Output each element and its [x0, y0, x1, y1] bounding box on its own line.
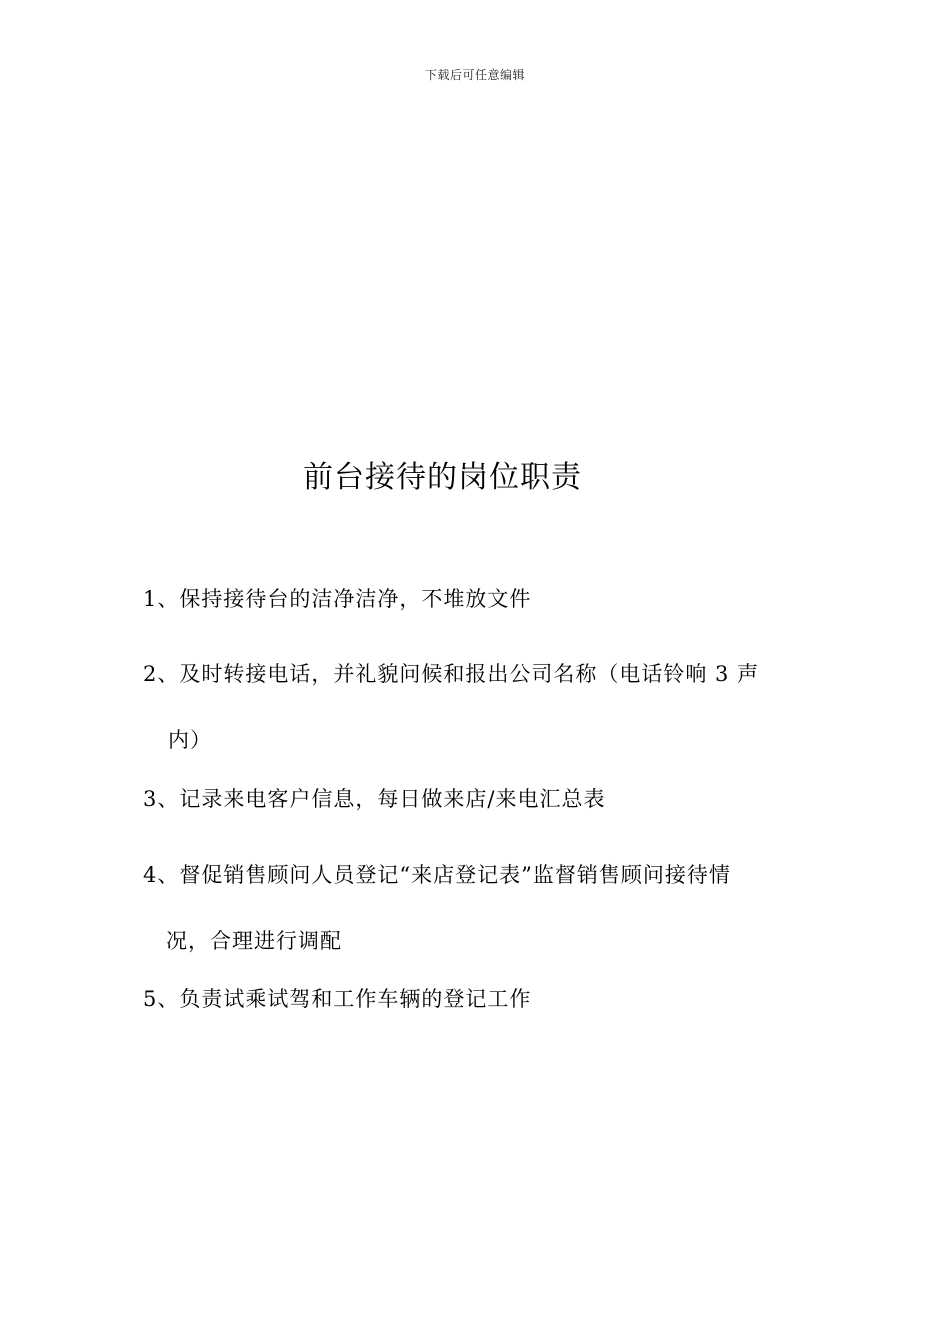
- duty-text-continued: 况，合理进行调配: [166, 929, 342, 953]
- duty-number: 1、: [143, 587, 180, 611]
- duty-number: 2、: [143, 662, 180, 686]
- duty-number: 4、: [143, 863, 180, 887]
- duty-item-2: [143, 641, 823, 773]
- header-note: 下载后可任意编辑: [424, 68, 525, 82]
- duty-text: 记录来电客户信息，每日做来店/来电汇总表: [179, 787, 606, 811]
- duty-item-4: [143, 842, 823, 974]
- duty-text-continued: 内）: [168, 728, 212, 752]
- document-title: 前台接待的岗位职责: [303, 460, 582, 495]
- duty-item-5: [143, 966, 823, 1032]
- duty-item-1: [143, 566, 823, 632]
- duty-number: 5、: [143, 987, 180, 1011]
- duty-text: 负责试乘试驾和工作车辆的登记工作: [179, 987, 532, 1011]
- duty-number: 3、: [143, 787, 180, 811]
- duty-item-3: [143, 766, 823, 832]
- duty-text: 及时转接电话，并礼貌问候和报出公司名称（电话铃响 3 声: [179, 662, 760, 686]
- duty-text: 保持接待台的洁净洁净，不堆放文件: [179, 587, 532, 611]
- duty-text: 督促销售顾问人员登记“来店登记表”监督销售顾问接待情: [179, 863, 731, 887]
